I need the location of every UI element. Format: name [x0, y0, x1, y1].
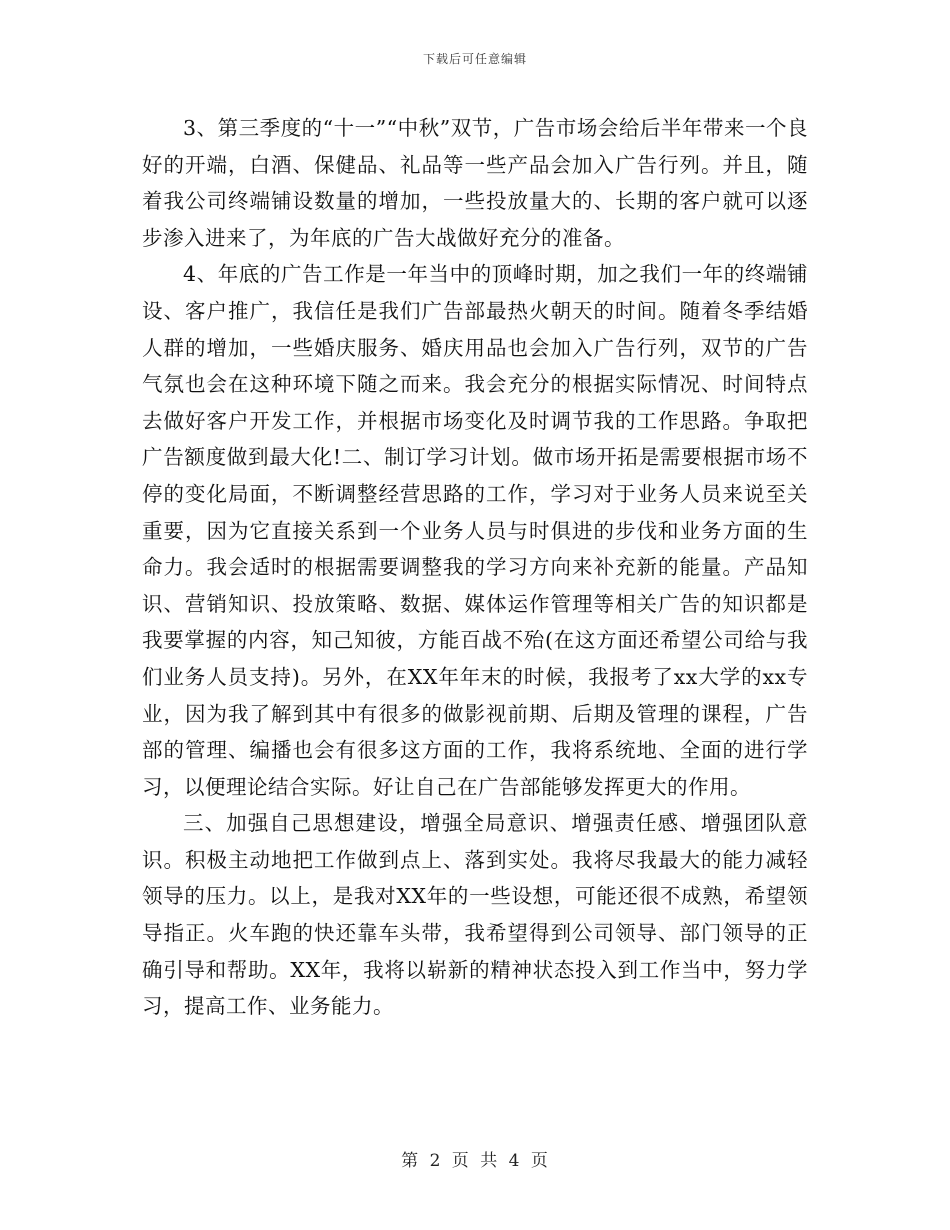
page-header: 下载后可任意编辑 [422, 52, 527, 66]
paragraph-q3-plan: 3、第三季度的“十一”“中秋”双节，广告市场会给后半年带来一个良好的开端，白酒、保健品、礼品等一些产品会加入广告行列。并且，随着我公司终端铺设数量的增加，一些投放量大的、长期的客户就可以逐步渗入进来了，为年底的广告大战做好充分的准备。 [142, 116, 808, 250]
paragraph-year-end-plan: 4、年底的广告工作是一年当中的顶峰时期，加之我们一年的终端铺设、客户推广，我信任是我们广告部最热火朝天的时间。随着冬季结婚人群的增加，一些婚庆服务、婚庆用品也会加入广告行列，双节的广告气氛也会在这种环境下随之而来。我会充分的根据实际情况、时间特点去做好客户开发工作，并根据市场变化及时调节我的工作思路。争取把广告额度做到最大化!二、制订学习计划。做市场开拓是需要根据市场不停的变化局面，不断调整经营思路的工作，学习对于业务人员来说至关重要，因为它直接关系到一个业务人员与时俱进的步伐和业务方面的生命力。我会适时的根据需要调整我的学习方向来补充新的能量。产品知识、营销知识、投放策略、数据、媒体运作管理等相关广告的知识都是我要掌握的内容，知己知彼，方能百战不殆(在这方面还希望公司给与我们业务人员支持)。另外，在XX年年末的时候，我报考了xx大学的xx专业，因为我了解到其中有很多的做影视前期、后期及管理的课程，广告部的管理、编播也会有很多这方面的工作，我将系统地、全面的进行学习，以便理论结合实际。好让自己在广告部能够发挥更大的作用。 [142, 262, 808, 799]
document-body [142, 110, 808, 1025]
paragraph-self-improvement: 三、加强自己思想建设，增强全局意识、增强责任感、增强团队意识。积极主动地把工作做到点上、落到实处。我将尽我最大的能力减轻领导的压力。以上，是我对XX年的一些设想，可能还很不成熟，希望领导指正。火车跑的快还靠车头带，我希望得到公司领导、部门领导的正确引导和帮助。XX年，我将以崭新的精神状态投入到工作当中，努力学习，提高工作、业务能力。 [142, 811, 808, 1019]
page-number-footer: 第 2 页 共 4 页 [401, 1151, 549, 1171]
